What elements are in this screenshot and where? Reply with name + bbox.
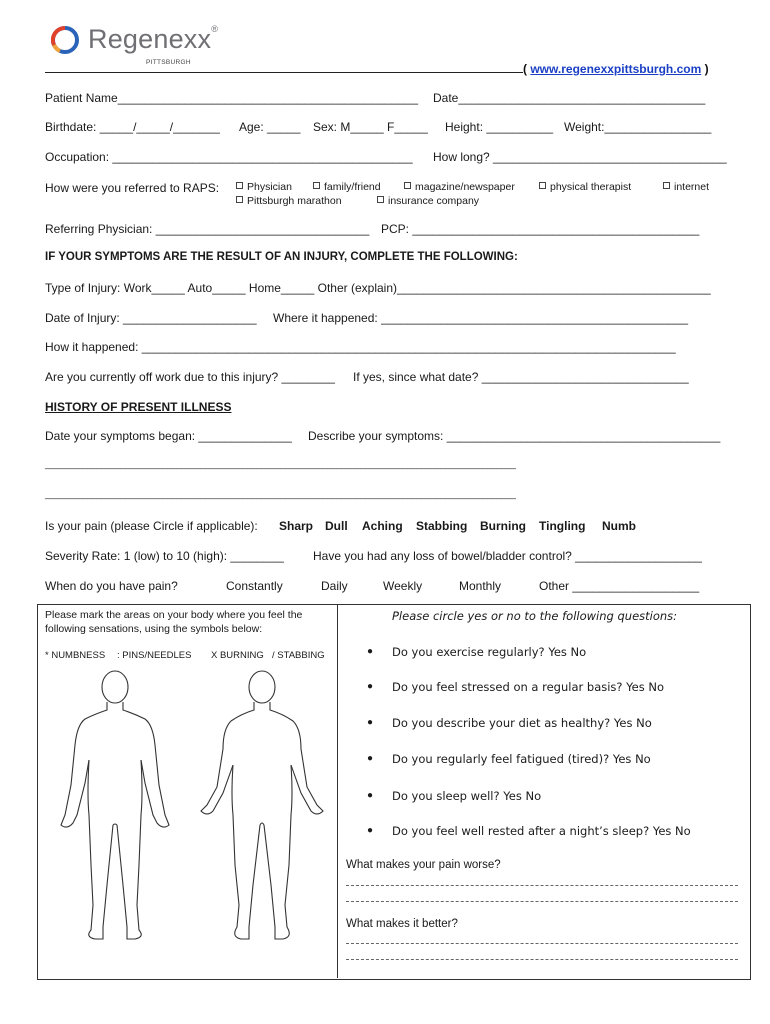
body-front-figure[interactable] [55,665,175,950]
bullet-icon: ● [367,717,374,728]
bullet-icon: ● [367,681,374,692]
symptoms-began-field[interactable]: Date your symptoms began: ______________ [45,429,292,443]
question-stressed[interactable]: Do you feel stressed on a regular basis? Yes No [392,680,665,694]
body-back-figure[interactable] [195,665,330,950]
pain-dull[interactable]: Dull [325,519,348,533]
height-field[interactable]: Height: __________ [445,120,554,134]
when-daily[interactable]: Daily [321,579,348,593]
box-divider [337,604,338,978]
question-sleep[interactable]: Do you sleep well? Yes No [392,789,542,803]
patient-name-field[interactable]: _____________________________________________ [117,91,419,105]
referral-marathon-checkbox[interactable]: Pittsburgh marathon [236,195,342,207]
body-instruction-1: Please mark the areas on your body where you feel the [45,609,303,621]
pain-worse-line-1[interactable] [346,885,738,886]
weight-field[interactable]: Weight:________________ [564,120,712,134]
header-rule [45,72,523,73]
off-work-since-field[interactable]: If yes, since what date? _______________________________ [353,370,689,384]
website-link[interactable]: www.regenexxpittsburgh.com [530,62,702,76]
website: ( www.regenexxpittsburgh.com ) [523,62,709,76]
severity-field[interactable]: Severity Rate: 1 (low) to 10 (high): ________ [45,549,284,563]
questions-title: Please circle yes or no to the following questions: [392,609,678,623]
off-work-field[interactable]: Are you currently off work due to this injury? ________ [45,370,335,384]
pcp-field[interactable]: PCP: ___________________________________________ [381,222,700,236]
type-of-injury-field[interactable]: Type of Injury: Work_____ Auto_____ Home_____ Other (explain)_______________________________________________ [45,281,711,295]
when-other-field[interactable]: Other ___________________ [539,579,700,593]
symbol-pins-needles: : PINS/NEEDLES [117,650,192,661]
occupation-field[interactable]: Occupation: _____________________________________________ [45,150,413,164]
pain-aching[interactable]: Aching [362,519,403,533]
question-exercise[interactable]: Do you exercise regularly? Yes No [392,645,587,659]
when-pain-label: When do you have pain? [45,579,178,593]
logo-subtitle: PITTSBURGH [146,59,191,66]
injury-section-heading: IF YOUR SYMPTOMS ARE THE RESULT OF AN INJURY, COMPLETE THE FOLLOWING: [45,251,518,263]
patient-name-row: Patient Name_____________________________________________ [45,91,419,105]
body-instruction-2: following sensations, using the symbols below: [45,623,263,635]
referral-family-checkbox[interactable]: family/friend [313,181,381,193]
bullet-icon: ● [367,646,374,657]
referral-insurance-checkbox[interactable]: insurance company [377,195,479,207]
date-of-injury-field[interactable]: Date of Injury: ____________________ [45,311,257,325]
pain-tingling[interactable]: Tingling [539,519,586,533]
regenexx-logo-icon [50,25,80,55]
symptoms-line-2[interactable]: ____________________________________________________________________________________________________ [45,489,516,499]
referral-therapist-checkbox[interactable]: physical therapist [539,181,631,193]
describe-symptoms-field[interactable]: Describe your symptoms: _________________________________________ [308,429,721,443]
referred-label: How were you referred to RAPS: [45,181,220,195]
bullet-icon: ● [367,790,374,801]
pain-better-label: What makes it better? [346,918,458,930]
pain-worse-label: What makes your pain worse? [346,859,501,871]
date-row: Date_____________________________________ [433,91,706,105]
question-fatigued[interactable]: Do you regularly feel fatigued (tired)? Yes No [392,752,651,766]
when-constantly[interactable]: Constantly [226,579,283,593]
how-happened-field[interactable]: How it happened: ________________________________________________________________________________ [45,340,676,354]
pain-stabbing[interactable]: Stabbing [416,519,468,533]
history-heading: HISTORY OF PRESENT ILLNESS [45,400,232,414]
referring-physician-field[interactable]: Referring Physician: ________________________________ [45,222,370,236]
bowel-control-field[interactable]: Have you had any loss of bowel/bladder control? ___________________ [313,549,702,563]
date-field[interactable]: _____________________________________ [458,91,706,105]
question-rested[interactable]: Do you feel well rested after a night’s sleep? Yes No [392,824,691,838]
pain-worse-line-2[interactable] [346,901,738,902]
bullet-icon: ● [367,825,374,836]
pain-burning[interactable]: Burning [480,519,526,533]
when-weekly[interactable]: Weekly [383,579,423,593]
logo-name: Regenexx® [88,24,219,54]
bullet-icon: ● [367,753,374,764]
pain-better-line-2[interactable] [346,959,738,960]
referral-physician-checkbox[interactable]: Physician [236,181,292,193]
pain-sharp[interactable]: Sharp [279,519,314,533]
where-happened-field[interactable]: Where it happened: ______________________________________________ [273,311,689,325]
symbol-burning: X BURNING [211,650,264,661]
how-long-field[interactable]: How long? ___________________________________ [433,150,727,164]
pain-type-label: Is your pain (please Circle if applicable): [45,519,258,533]
birthdate-field[interactable]: Birthdate: _____/_____/_______ [45,120,220,134]
sex-field[interactable]: Sex: M_____ F_____ [313,120,428,134]
symbol-stabbing: / STABBING [272,650,325,661]
pain-better-line-1[interactable] [346,943,738,944]
symbol-numbness: * NUMBNESS [45,650,106,661]
when-monthly[interactable]: Monthly [459,579,502,593]
symptoms-line-1[interactable]: ____________________________________________________________________________________________________ [45,459,516,469]
age-field[interactable]: Age: _____ [239,120,301,134]
question-diet[interactable]: Do you describe your diet as healthy? Yes No [392,716,652,730]
referral-internet-checkbox[interactable]: internet [663,181,709,193]
pain-numb[interactable]: Numb [602,519,636,533]
referral-magazine-checkbox[interactable]: magazine/newspaper [404,181,515,193]
